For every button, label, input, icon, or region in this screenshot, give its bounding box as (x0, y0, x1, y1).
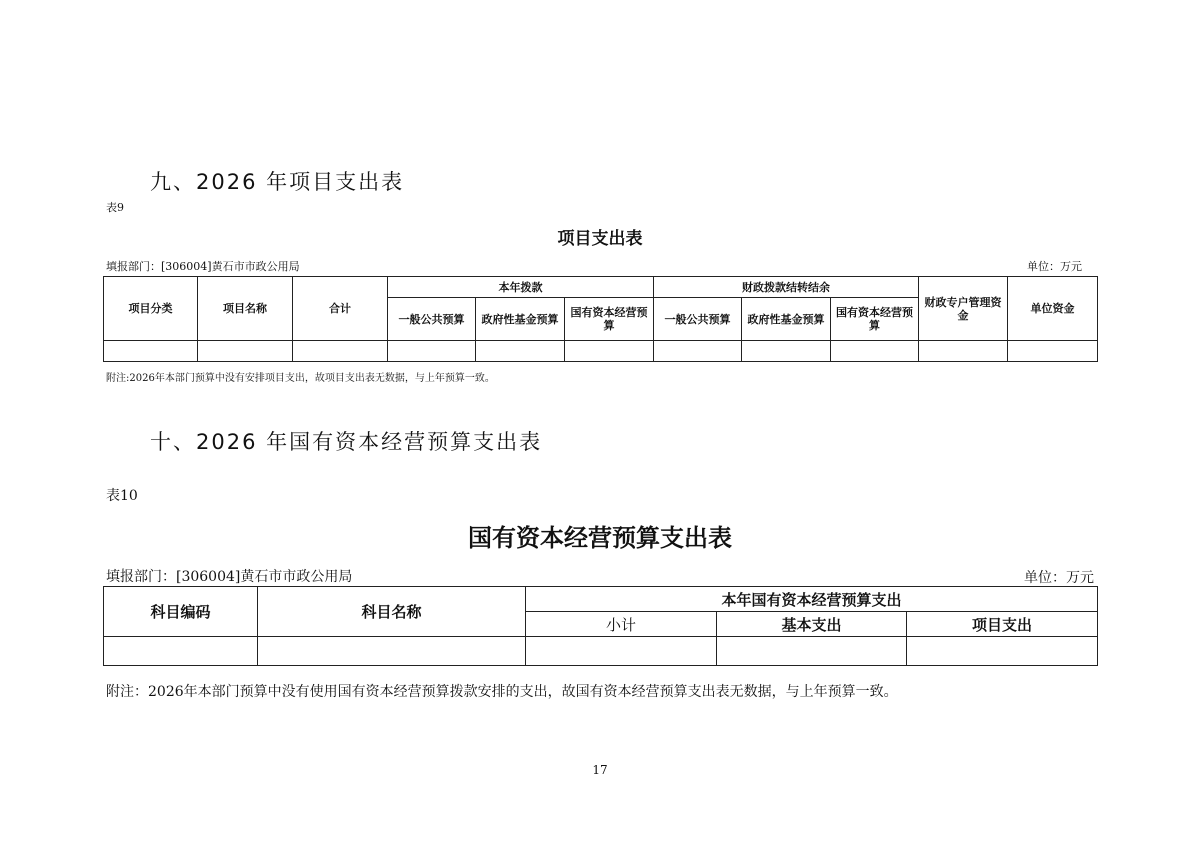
col-current-general: 一般公共预算 (388, 298, 476, 341)
col-carryover-fund: 政府性基金预算 (742, 298, 831, 341)
page-number: 17 (592, 763, 608, 777)
section9-heading: 九、2026 年项目支出表 (150, 170, 405, 194)
col-group-current: 本年拨款 (388, 277, 654, 298)
col-project: 项目支出 (907, 612, 1098, 637)
col-group-carryover: 财政拨款结转结余 (654, 277, 919, 298)
col-current-state: 国有资本经营预算 (565, 298, 654, 341)
table9-note: 附注:2026年本部门预算中没有安排项目支出，故项目支出表无数据，与上年预算一致。 (106, 373, 495, 384)
col-unit-funds: 单位资金 (1008, 277, 1098, 341)
col-carryover-state: 国有资本经营预算 (831, 298, 919, 341)
table-row (104, 637, 1098, 666)
table10-unit: 单位：万元 (1024, 570, 1094, 586)
col-subject-name: 科目名称 (258, 587, 526, 637)
table10-number: 表10 (106, 488, 138, 504)
col-subtotal: 小计 (526, 612, 717, 637)
table9-unit: 单位：万元 (1027, 260, 1082, 273)
col-total: 合计 (293, 277, 388, 341)
table9-number: 表9 (106, 201, 124, 214)
project-expenditure-table (103, 276, 1098, 362)
table10-title: 国有资本经营预算支出表 (468, 523, 732, 552)
col-code: 科目编码 (104, 587, 258, 637)
col-current-fund: 政府性基金预算 (476, 298, 565, 341)
col-name: 项目名称 (198, 277, 293, 341)
table9-dept: 填报部门：[306004]黄石市市政公用局 (106, 260, 300, 273)
table10-note: 附注：2026年本部门预算中没有使用国有资本经营预算拨款安排的支出，故国有资本经营预算支出表无数据，与上年预算一致。 (106, 684, 898, 700)
col-category: 项目分类 (104, 277, 198, 341)
table9-title: 项目支出表 (557, 229, 643, 249)
section10-heading: 十、2026 年国有资本经营预算支出表 (150, 430, 543, 454)
state-capital-expenditure-table (103, 586, 1098, 666)
col-group-state-capital: 本年国有资本经营预算支出 (526, 587, 1098, 612)
col-carryover-general: 一般公共预算 (654, 298, 742, 341)
col-basic: 基本支出 (717, 612, 907, 637)
col-special: 财政专户管理资金 (919, 277, 1008, 341)
table10-dept: 填报部门：[306004]黄石市市政公用局 (106, 569, 353, 585)
table-row (104, 341, 1098, 362)
